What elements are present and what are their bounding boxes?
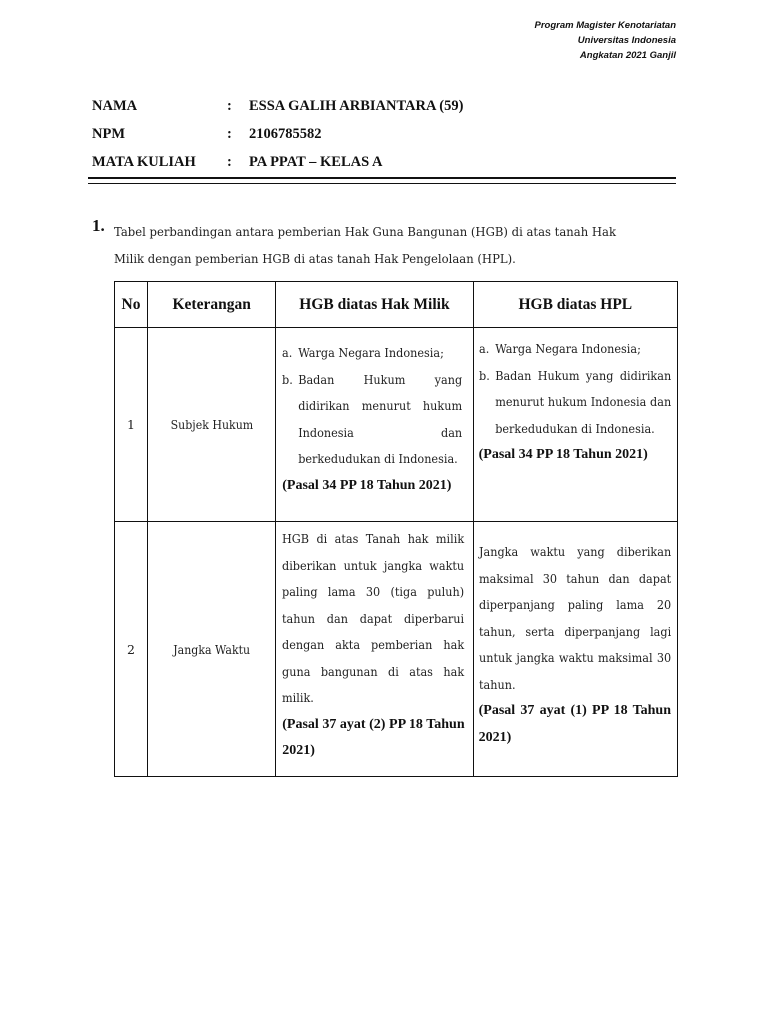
letterhead-program: Program Magister Kenotariatan <box>534 20 676 31</box>
row-number: 2 <box>115 522 148 777</box>
info-row-npm <box>92 120 463 148</box>
header-divider-thick <box>88 177 676 179</box>
list-item: a. Warga Negara Indonesia; <box>282 345 445 360</box>
legal-reference: (Pasal 37 ayat (2) PP 18 Tahun 2021) <box>282 716 465 758</box>
row-number: 1 <box>115 328 148 522</box>
row-keterangan: Subjek Hukum <box>148 328 276 522</box>
cell-text: Jangka waktu yang diberikan maksimal 30 tahun dan dapat diperpanjang paling lama 20 tahun, serta diperpanjang lagi untuk jangka waktu maksimal 30 tahun. <box>478 544 671 692</box>
letterhead-university: Universitas Indonesia <box>577 35 676 46</box>
header-hpl: HGB diatas HPL <box>473 282 677 328</box>
legal-reference: (Pasal 34 PP 18 Tahun 2021) <box>478 447 648 462</box>
info-value: 2106785582 <box>249 125 322 142</box>
legal-reference: (Pasal 34 PP 18 Tahun 2021) <box>282 477 452 493</box>
table-row <box>115 522 678 777</box>
legal-reference: (Pasal 37 ayat (1) PP 18 Tahun 2021) <box>478 703 671 745</box>
cell-hpl <box>473 328 677 522</box>
header-keterangan: Keterangan <box>148 282 276 328</box>
letterhead <box>535 18 676 63</box>
info-value: PA PPAT – KELAS A <box>249 153 383 170</box>
list-item: b. Badan Hukum yang didirikan menurut hukum Indonesia dan berkedudukan di Indonesia. <box>478 367 671 436</box>
info-value: ESSA GALIH ARBIANTARA (59) <box>249 97 464 114</box>
info-colon: : <box>227 125 232 142</box>
info-row-name <box>92 92 463 120</box>
header-divider-thin <box>88 183 676 184</box>
cell-hak-milik <box>276 328 473 522</box>
info-label: NPM <box>92 125 126 142</box>
row-keterangan: Jangka Waktu <box>148 522 276 777</box>
info-label: MATA KULIAH <box>92 153 196 170</box>
info-row-course <box>92 148 463 176</box>
table-header-row <box>115 282 678 328</box>
info-label: NAMA <box>92 97 138 114</box>
header-no: No <box>115 282 148 328</box>
header-hak-milik: HGB diatas Hak Milik <box>276 282 473 328</box>
info-colon: : <box>227 153 232 170</box>
question-number: 1. <box>92 216 105 235</box>
cell-hpl <box>473 522 677 777</box>
question-text: Tabel perbandingan antara pemberian Hak Guna Bangunan (HGB) di atas tanah Hak Milik dengan pemberian HGB di atas tanah Hak Pengelolaan (HPL). <box>114 224 616 266</box>
table-row <box>115 328 678 522</box>
letterhead-batch: Angkatan 2021 Ganjil <box>579 50 676 61</box>
cell-hak-milik <box>276 522 473 777</box>
list-item: a. Warga Negara Indonesia; <box>478 341 641 356</box>
comparison-table <box>114 281 678 777</box>
list-item: b. Badan Hukum yang didirikan menurut hukum Indonesia dan berkedudukan di Indonesia. <box>282 371 463 466</box>
student-info <box>92 92 463 176</box>
cell-text: HGB di atas Tanah hak milik diberikan untuk jangka waktu paling lama 30 (tiga puluh) tahun dan dapat diperbarui dengan akta pemberian hak guna bangunan di atas hak milik. <box>282 531 465 705</box>
info-colon: : <box>227 97 232 114</box>
